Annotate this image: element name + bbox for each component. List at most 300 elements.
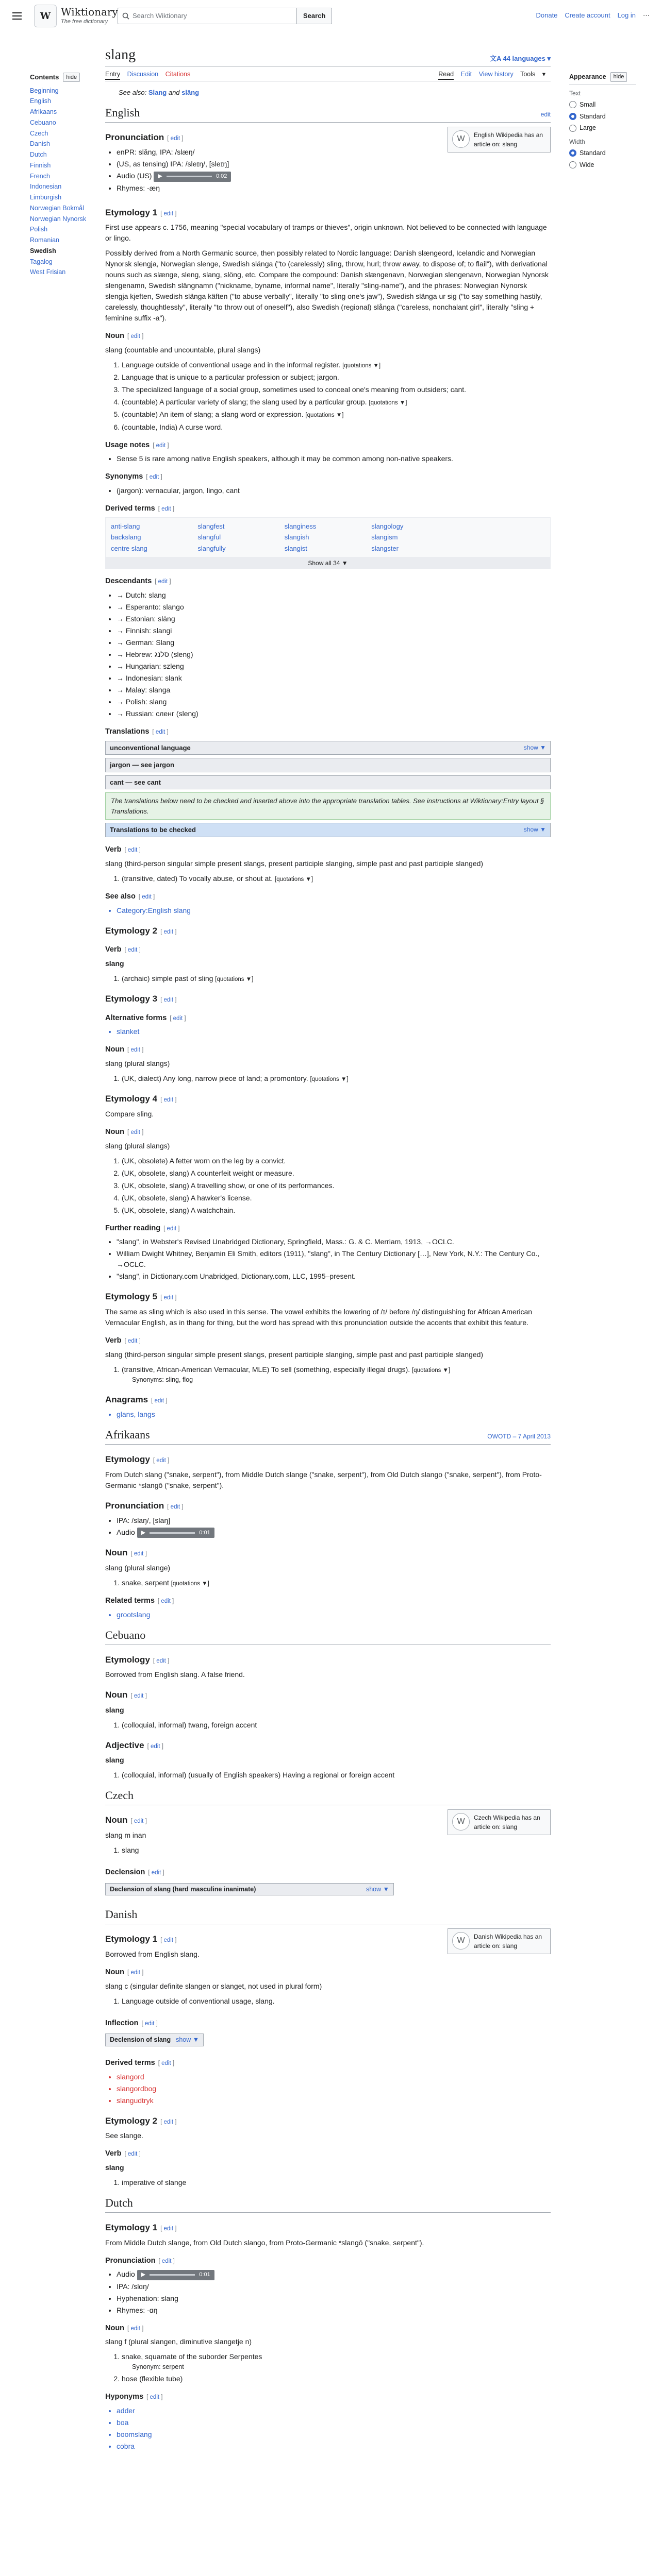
afrikaans-heading: Afrikaans — [105, 1428, 150, 1442]
translation-gloss: cant — see cant — [110, 778, 161, 786]
edit-link[interactable]: edit — [161, 1598, 171, 1605]
sense-list — [105, 1996, 551, 2007]
edit-link[interactable]: edit — [130, 1969, 140, 1976]
toc-item-polish[interactable]: Polish — [30, 226, 48, 233]
see-also-link[interactable]: Slang — [148, 89, 167, 97]
edit-link[interactable]: edit — [142, 893, 152, 900]
wikipedia-box-text[interactable]: Czech Wikipedia has an article on: slang — [474, 1814, 540, 1831]
quotations-toggle[interactable]: [quotations ▼] — [310, 1076, 349, 1083]
derived-terms-table — [105, 517, 551, 558]
edit-link[interactable]: edit — [130, 1129, 140, 1136]
wikipedia-box-text[interactable]: Danish Wikipedia has an article on: slang — [474, 1933, 542, 1950]
wikipedia-box — [448, 127, 551, 152]
radio-selected-icon — [569, 149, 576, 157]
edit-link[interactable]: edit — [130, 333, 140, 340]
etymology-text: From Middle Dutch slange, from Old Dutch slango, from Proto-Germanic *slangō ("snake, serpent"). — [105, 2238, 424, 2247]
table-of-contents — [30, 72, 92, 278]
sense-list — [105, 1845, 551, 1856]
headword-line: slang (countable and uncountable, plural slangs) — [105, 345, 261, 354]
translation-gloss: jargon — see jargon — [110, 761, 174, 769]
anagrams-list — [105, 1409, 551, 1420]
text-size-small[interactable] — [569, 100, 636, 110]
danish-heading: Danish — [105, 1908, 138, 1921]
section-cebuano — [105, 1626, 551, 1645]
appearance-title: Appearance — [569, 73, 606, 80]
inflection-table-toggle[interactable] — [105, 2033, 204, 2046]
languages-button[interactable] — [490, 54, 551, 64]
edit-link[interactable]: edit — [144, 2020, 155, 2027]
english-edit[interactable]: edit — [540, 110, 551, 118]
sense-list — [105, 873, 551, 884]
synonyms-heading: Synonyms [ edit ] — [105, 472, 162, 481]
descendants-list — [105, 590, 551, 719]
quotations-toggle[interactable]: [quotations ▼] — [412, 1367, 451, 1374]
title-row — [105, 46, 551, 66]
derived-term[interactable]: backslang — [111, 533, 141, 541]
radio-label: Standard — [580, 112, 606, 120]
etymology-text: First use appears c. 1756, meaning "special vocabulary of tramps or thieves", origin unknown. Not believed to be connected with language or lingo. — [105, 223, 547, 243]
headword-line: slang m inan — [105, 1831, 146, 1839]
etymology-text: Borrowed from English slang. A false friend. — [105, 1670, 245, 1679]
tab-view-history[interactable]: View history — [478, 70, 514, 78]
sense-item: 2. Language that is unique to a particular profession or subject; jargon. — [122, 372, 551, 383]
etymology-text: From Dutch slang ("snake, serpent"), from Middle Dutch slange ("snake, serpent"), from Old Dutch slango ("snake, serpent"), from Proto-Germanic *slangō ("snake, serpent"). — [105, 1470, 542, 1489]
etymology-text: Possibly derived from a North Germanic source, then possibly related to Nordic language: Danish slængeord, Icelandic and Norwegian Nynorsk slengja, Norwegian slenge, Swedish slänga ("to (carelessly) sling, throw, hurl; throw away, to dispose of; to flail"), with derivational nouns such as slænge, sleng, slang, slöng, etc. Compare the compound: Danish slængenavn, Norwegian slengenavn, Norwegian Nynorsk slengenamn, Swedish slängnamn ("nickname, byname, informal name", literally "sling-name"), and the phrases: Norwegian Nynorsk slengja kjeften, Swedish slänga käften ("to abuse verbally", literally "to sling one's jaw"), Swedish slänga ur sig ("to say something hastily, carelessly, thoughtlessly", literally "to throw out of oneself"), also Swedish (regional) slånga ("careless, nonchalant girl", literally "sling + feminine suffix -a"). — [105, 249, 549, 323]
toc-item-english[interactable]: English — [30, 97, 51, 105]
sense-item: 1. snake, serpent [quotations ▼] — [122, 1578, 551, 1588]
etymology-heading: Etymology [ edit ] — [105, 1454, 170, 1465]
appearance-hide-button[interactable]: hide — [610, 72, 627, 82]
sense-item: 1. slang — [122, 1845, 551, 1856]
sense-item: 4. (countable) A particular variety of slang; the slang used by a particular group. [quotations ▼] — [122, 397, 551, 408]
translate-icon: 文A — [489, 55, 503, 63]
edit-link[interactable]: edit — [134, 1693, 144, 1700]
edit-link[interactable]: edit — [163, 2119, 174, 2125]
audio-line: • Audio ▶ 0:01 — [117, 2269, 551, 2280]
tab-edit[interactable]: Edit — [460, 70, 472, 78]
sense-item: 5. (countable) An item of slang; a slang word or expression. [quotations ▼] — [122, 409, 551, 420]
reference-item: • "slang", in Dictionary.com Unabridged, Dictionary.com, LLC, 1995–present. — [117, 1271, 551, 1282]
edit-link[interactable]: edit — [134, 1551, 144, 1557]
width-wide[interactable] — [569, 160, 636, 170]
anagrams-heading: Anagrams [ edit ] — [105, 1394, 168, 1404]
donate-link[interactable]: Donate — [536, 11, 558, 19]
show-all-derived-button[interactable]: Show all 34 ▼ — [105, 557, 551, 569]
edit-link[interactable]: edit — [127, 2151, 138, 2158]
etymology-1-heading: Etymology 1 [ edit ] — [105, 207, 177, 217]
wikipedia-icon: W — [452, 1932, 470, 1950]
audio-line: • Audio ▶ 0:01 — [117, 1527, 551, 1538]
see-also-link[interactable]: släng — [181, 89, 200, 97]
wikipedia-box — [448, 1809, 551, 1835]
wikipedia-box — [448, 1928, 551, 1954]
sense-item: 1. (transitive, African-American Vernacular, MLE) To sell (something, especially illegal drugs). [quotations ▼] Synonyms: sling, flog — [122, 1364, 551, 1385]
hyponyms-list — [105, 2405, 551, 2452]
audio-player[interactable]: ▶ 0:01 — [137, 2270, 214, 2280]
sense-item: 6. (countable, India) A curse word. — [122, 422, 551, 433]
sense-item: 1. (transitive, dated) To vocally abuse, or shout at. [quotations ▼] — [122, 873, 551, 884]
noun-heading: Noun [ edit ] — [105, 1815, 147, 1825]
descendant-item: • → Indonesian: slank — [117, 673, 551, 684]
width-standard[interactable] — [569, 148, 636, 158]
edit-link[interactable]: edit — [156, 1657, 166, 1664]
translation-check-note: The translations below need to be checked and inserted above into the appropriate translation tables. See instructions at Wiktionary:Entry layout § Translations. — [105, 792, 551, 820]
descendant-item: • → Russian: сленг (sleng) — [117, 708, 551, 719]
derived-term[interactable]: slangology — [371, 522, 404, 530]
sense-item: 1. Language outside of conventional usage, slang. — [122, 1996, 551, 2007]
edit-link[interactable]: edit — [150, 2394, 160, 2401]
derived-term[interactable]: centre slang — [111, 544, 147, 552]
noun-heading: Noun [ edit ] — [105, 1045, 144, 1054]
headword-line: slang (third-person singular simple present slangs, present participle slanging, simple past and past participle slanged) — [105, 1350, 484, 1359]
descendant-item: • → Esperanto: slango — [117, 602, 551, 613]
toc-item-tagalog[interactable]: Tagalog — [30, 258, 53, 265]
tab-read[interactable]: Read — [438, 71, 454, 80]
sense-list — [105, 1156, 551, 1216]
sense-item: 5. (UK, obsolete, slang) A watchchain. — [122, 1205, 551, 1216]
toc-item-cebuano[interactable]: Cebuano — [30, 118, 56, 126]
verb-heading: Verb [ edit ] — [105, 845, 141, 854]
descendant-item: • → Estonian: släng — [117, 614, 551, 624]
languages-label: 44 languages — [503, 55, 545, 63]
main-content — [105, 46, 551, 2456]
hyponyms-heading: Hyponyms [ edit ] — [105, 2393, 163, 2401]
noun-heading: Noun [ edit ] — [105, 1127, 144, 1136]
text-size-label: Text — [569, 89, 581, 97]
see-also-link[interactable]: • Category:English slang — [117, 905, 551, 916]
radio-label: Small — [580, 100, 596, 108]
edit-link[interactable]: edit — [161, 2060, 171, 2067]
english-heading: English — [105, 106, 140, 119]
edit-link[interactable]: edit — [149, 474, 159, 481]
related-terms-heading: Related terms [ edit ] — [105, 1597, 174, 1605]
quotations-toggle[interactable]: [quotations ▼] — [369, 400, 407, 406]
toc-item-limburgish[interactable]: Limburgish — [30, 194, 62, 201]
reference-item: • William Dwight Whitney, Benjamin Eli Smith, editors (1911), "slang", in The Century Dictionary […], New York, N.Y.: The Century Co., →OCLC. — [117, 1248, 551, 1270]
edit-link[interactable]: edit — [167, 1225, 177, 1232]
toc-item-finnish[interactable]: Finnish — [30, 161, 51, 169]
translations-heading: Translations [ edit ] — [105, 727, 169, 736]
noun-heading: Noun [ edit ] — [105, 1548, 147, 1558]
derived-term[interactable]: • slangord — [117, 2072, 551, 2082]
edit-link[interactable]: edit — [163, 1937, 174, 1944]
wiktionary-logo[interactable]: W — [34, 5, 57, 27]
derived-term[interactable]: anti-slang — [111, 522, 140, 530]
sense-item: 1. (UK, obsolete) A fetter worn on the leg by a convict. — [122, 1156, 551, 1166]
edit-link[interactable]: edit — [161, 506, 171, 513]
edit-link[interactable]: edit — [161, 2258, 172, 2264]
dutch-heading: Dutch — [105, 2196, 133, 2210]
show-button[interactable]: show ▼ — [523, 826, 546, 834]
etymology-1-heading: Etymology 1 [ edit ] — [105, 2223, 177, 2233]
edit-link[interactable]: edit — [150, 1743, 160, 1750]
derived-term[interactable]: slangster — [371, 544, 399, 552]
etymology-3-heading: Etymology 3 [ edit ] — [105, 994, 177, 1004]
quotations-toggle[interactable]: [quotations ▼] — [215, 976, 254, 982]
toc-item-norwegian-nynorsk[interactable]: Norwegian Nynorsk — [30, 215, 87, 223]
alternative-form-link[interactable]: • slanket — [117, 1026, 551, 1037]
translations-check-label: Translations to be checked — [110, 826, 196, 834]
edit-link[interactable]: edit — [163, 210, 174, 217]
sense-item: 1. (colloquial, informal) twang, foreign accent — [122, 1720, 551, 1731]
sense-list — [105, 2351, 551, 2384]
translation-gloss: unconventional language — [110, 743, 191, 752]
noun-heading: Noun [ edit ] — [105, 1690, 147, 1700]
derived-term[interactable]: slangism — [371, 533, 398, 541]
etymology-2-heading: Etymology 2 [ edit ] — [105, 2115, 177, 2126]
further-reading-heading: Further reading [ edit ] — [105, 1224, 180, 1232]
headword-line: slang (plural slangs) — [105, 1059, 170, 1068]
edit-link[interactable]: edit — [170, 1503, 180, 1510]
etymology-text: Borrowed from English slang. — [105, 1950, 200, 1958]
radio-icon — [569, 161, 576, 168]
alternative-forms-heading: Alternative forms [ edit ] — [105, 1013, 186, 1022]
text-size-large[interactable] — [569, 123, 636, 133]
login-link[interactable]: Log in — [617, 11, 636, 19]
translation-table[interactable] — [105, 741, 551, 755]
pronunciation-heading: Pronunciation [ edit ] — [105, 1500, 184, 1511]
more-options-icon[interactable]: ⋯ — [643, 11, 650, 19]
show-button[interactable]: show ▼ — [176, 2036, 200, 2044]
show-button[interactable]: show ▼ — [523, 743, 546, 751]
edit-link[interactable]: edit — [130, 1047, 140, 1054]
edit-link[interactable]: edit — [127, 846, 138, 853]
etymology-4-heading: Etymology 4 [ edit ] — [105, 1094, 177, 1104]
edit-link[interactable]: edit — [158, 579, 168, 585]
pronunciation-heading: Pronunciation [ edit ] — [105, 2256, 175, 2265]
show-button[interactable]: show ▼ — [366, 1885, 389, 1893]
wikipedia-box-text[interactable]: English Wikipedia has an article on: slang — [474, 131, 543, 148]
tab-discussion[interactable]: Discussion — [127, 70, 159, 78]
edit-link[interactable]: edit — [163, 2226, 174, 2232]
edit-link[interactable]: edit — [156, 1458, 166, 1464]
edit-link[interactable]: edit — [155, 729, 166, 736]
text-size-standard[interactable] — [569, 112, 636, 122]
sense-item: 2. hose (flexible tube) — [122, 2374, 551, 2384]
toc-item-czech[interactable]: Czech — [30, 129, 48, 137]
ipa-line: • IPA: /slɑŋ/ — [117, 2281, 551, 2292]
headword-line: slang f (plural slangen, diminutive slangetje n) — [105, 2337, 252, 2346]
edit-link[interactable]: edit — [163, 997, 174, 1004]
etymology-text: The same as sling which is also used in this sense. The vowel exhibits the lowering of /ɪ/ before /ŋ/ distinguishing for African American Vernacular English, as in thang for thing, but the word has spread with this pronunciation outside the accents that exhibit this feature. — [105, 1307, 533, 1327]
edit-link[interactable]: edit — [170, 135, 180, 142]
inflection-heading: Inflection [ edit ] — [105, 2019, 158, 2027]
derived-term[interactable]: • slangudtryk — [117, 2095, 551, 2106]
section-czech — [105, 1787, 551, 1805]
quotations-toggle[interactable]: [quotations ▼] — [342, 362, 381, 369]
derived-terms-heading: Derived terms [ edit ] — [105, 504, 175, 513]
quotations-toggle[interactable]: [quotations ▼] — [171, 1580, 209, 1587]
top-bar — [0, 0, 662, 32]
radio-label: Wide — [580, 161, 594, 168]
hyponym-link[interactable]: • adder — [117, 2405, 551, 2416]
synonym-line: • (jargon): vernacular, jargon, lingo, cant — [117, 485, 551, 496]
appearance-panel — [569, 72, 636, 172]
rhymes-line[interactable]: • Rhymes: -ɑŋ — [117, 2305, 551, 2316]
user-links — [536, 10, 650, 21]
usage-notes — [105, 453, 551, 464]
toc-item-west-frisian[interactable]: West Frisian — [30, 268, 66, 276]
edit-link[interactable]: edit — [127, 1337, 138, 1344]
toc-item-indonesian[interactable]: Indonesian — [30, 183, 62, 191]
verb-heading: Verb [ edit ] — [105, 945, 141, 954]
toc-item-swedish[interactable]: Swedish — [30, 247, 56, 255]
derived-term[interactable]: slangfully — [197, 544, 226, 552]
create-account-link[interactable]: Create account — [565, 11, 610, 19]
usage-notes-heading: Usage notes [ edit ] — [105, 440, 169, 449]
play-icon: ▶ — [158, 173, 162, 180]
wikipedia-icon: W — [452, 1813, 470, 1831]
derived-term[interactable]: slangful — [197, 533, 221, 541]
toc-item-norwegian-bokmal[interactable]: Norwegian Bokmål — [30, 204, 84, 212]
search-icon — [122, 12, 129, 20]
derived-term[interactable]: slangish — [284, 533, 309, 541]
tab-entry[interactable]: Entry — [105, 71, 120, 80]
play-icon: ▶ — [141, 1530, 146, 1536]
edit-link[interactable]: edit — [130, 2325, 140, 2332]
declension-table-toggle[interactable] — [105, 1883, 394, 1896]
etymology-heading: Etymology [ edit ] — [105, 1654, 170, 1665]
site-tagline: The free dictionary — [61, 18, 108, 25]
pronunciation-list — [105, 147, 551, 193]
sense-item: 1. snake, squamate of the suborder Serpentes Synonym: serpent — [122, 2351, 551, 2372]
descendants-heading: Descendants [ edit ] — [105, 577, 171, 586]
search-button[interactable]: Search — [297, 8, 332, 24]
sense-item: 4. (UK, obsolete, slang) A hawker's license. — [122, 1193, 551, 1204]
toc-item-afrikaans[interactable]: Afrikaans — [30, 108, 57, 115]
sense-list — [105, 2177, 551, 2188]
inflection-label: Declension of slang — [110, 2036, 171, 2044]
hyponym-link[interactable]: • boa — [117, 2417, 551, 2428]
toc-item-beginning[interactable]: Beginning — [30, 87, 59, 94]
section-english — [105, 104, 551, 123]
rhymes-line[interactable]: • Rhymes: -æŋ — [117, 183, 551, 194]
derived-term[interactable]: slanginess — [284, 522, 317, 530]
radio-icon — [569, 125, 576, 132]
toc-list — [30, 86, 92, 278]
etymology-1-heading: Etymology 1 [ edit ] — [105, 1934, 177, 1944]
search-input[interactable] — [118, 8, 297, 24]
translation-table[interactable] — [105, 758, 551, 772]
edit-link[interactable]: edit — [154, 1397, 164, 1404]
audio-player[interactable]: ▶ 0:02 — [154, 172, 231, 182]
headword-line: slang — [105, 1756, 124, 1765]
ipa-line: • enPR: slăng, IPA: /slæŋ/ — [117, 147, 551, 158]
tab-citations[interactable]: Citations — [165, 70, 191, 78]
sense-list — [105, 1770, 551, 1781]
toc-item-danish[interactable]: Danish — [30, 140, 50, 148]
sense-list — [105, 360, 551, 433]
site-branding[interactable] — [61, 6, 118, 26]
edit-link[interactable]: edit — [163, 1097, 174, 1104]
see-also-hatnote: See also: Slang and släng — [119, 89, 200, 97]
page-tabs — [105, 66, 551, 82]
see-also-heading: See also [ edit ] — [105, 892, 155, 901]
radio-label: Standard — [580, 149, 606, 157]
edit-link[interactable]: edit — [173, 1015, 183, 1022]
edit-link[interactable]: edit — [163, 1295, 174, 1301]
edit-link[interactable]: edit — [151, 1869, 161, 1876]
page-title: slang — [105, 47, 136, 63]
see-also-prefix: See also: — [119, 89, 147, 97]
adjective-heading: Adjective [ edit ] — [105, 1740, 163, 1750]
word-of-the-day-note[interactable]: OWOTD – 7 April 2013 — [487, 1433, 551, 1440]
tab-tools[interactable]: Tools ▾ — [520, 70, 545, 78]
derived-terms-list — [105, 2072, 551, 2106]
tools-label: Tools — [520, 70, 536, 78]
cebuano-heading: Cebuano — [105, 1628, 146, 1641]
appearance-header — [569, 72, 636, 84]
ipa-line: • IPA: /slaŋ/, [slaŋ] — [117, 1515, 551, 1526]
toc-hide-button[interactable]: hide — [63, 73, 80, 82]
related-terms-list — [105, 1609, 551, 1620]
sense-list — [105, 1364, 551, 1385]
anagram-link[interactable]: • glans, langs — [117, 1409, 551, 1420]
noun-heading: Noun [ edit ] — [105, 1968, 144, 1976]
translation-table[interactable] — [105, 775, 551, 790]
menu-icon[interactable] — [12, 9, 27, 23]
descendant-item: • → Malay: slanga — [117, 685, 551, 696]
sense-item: 3. (UK, obsolete, slang) A travelling show, or one of its performances. — [122, 1180, 551, 1191]
toc-item-french[interactable]: French — [30, 172, 50, 180]
headword-line: slang (plural slangs) — [105, 1141, 170, 1150]
edit-link[interactable]: edit — [134, 1818, 144, 1825]
quotations-toggle[interactable]: [quotations ▼] — [305, 412, 344, 419]
descendant-item: • → Hungarian: szleng — [117, 661, 551, 672]
sense-list — [105, 1720, 551, 1731]
audio-player[interactable]: ▶ 0:01 — [137, 1528, 214, 1538]
sense-item: 1. (UK, dialect) Any long, narrow piece of land; a promontory. [quotations ▼] — [122, 1073, 551, 1084]
usage-note: • Sense 5 is rare among native English speakers, although it may be common among non-native speakers. — [117, 453, 551, 464]
sense-item: 1. (colloquial, informal) (usually of English speakers) Having a regional or foreign accent — [122, 1770, 551, 1781]
noun-heading: Noun [ edit ] — [105, 2324, 144, 2332]
edit-link[interactable]: edit — [127, 947, 138, 954]
sense-item: 1. Language outside of conventional usage and in the informal register. [quotations ▼] — [122, 360, 551, 370]
derived-term[interactable]: • slangordbog — [117, 2083, 551, 2094]
sense-item: 1. (archaic) simple past of sling [quotations ▼] — [122, 973, 551, 984]
edit-link[interactable]: edit — [163, 928, 174, 935]
synonyms-line: Synonyms: sling, flog — [132, 1376, 193, 1383]
noun-heading: Noun [ edit ] — [105, 332, 144, 341]
derived-terms-heading: Derived terms [ edit ] — [105, 2059, 175, 2067]
derived-term[interactable]: slangfest — [197, 522, 225, 530]
synonyms-line: Synonym: serpent — [132, 2363, 184, 2371]
site-name: Wiktionary — [61, 5, 118, 18]
pronunciation-list — [105, 2269, 551, 2315]
related-term-link[interactable]: • grootslang — [117, 1609, 551, 1620]
czech-heading: Czech — [105, 1789, 134, 1802]
hyponym-link[interactable]: • boomslang — [117, 2429, 551, 2440]
reference-item: • "slang", in Webster's Revised Unabridged Dictionary, Springfield, Mass.: G. & C. Merriam, 1913, →OCLC. — [117, 1236, 551, 1247]
headword-line: slang (third-person singular simple present slangs, present participle slanging, simple past and past participle slanged) — [105, 859, 484, 868]
descendant-item: • → Hebrew: סלנג (sleng) — [117, 649, 551, 660]
toc-title: Contents — [30, 73, 59, 81]
toc-item-romanian[interactable]: Romanian — [30, 236, 59, 244]
verb-heading: Verb [ edit ] — [105, 1336, 141, 1345]
sense-list — [105, 1073, 551, 1084]
descendant-item: • → Finnish: slangi — [117, 625, 551, 636]
quotations-toggle[interactable]: [quotations ▼] — [275, 876, 313, 883]
headword-line: slang — [105, 1705, 124, 1714]
pronunciation-list — [105, 1515, 551, 1538]
edit-link[interactable]: edit — [156, 442, 166, 449]
toc-item-dutch[interactable]: Dutch — [30, 151, 47, 158]
hyponym-link[interactable]: • cobra — [117, 2441, 551, 2452]
derived-term[interactable]: slangist — [284, 544, 307, 552]
declension-heading: Declension [ edit ] — [105, 1868, 164, 1876]
play-icon: ▶ — [141, 2272, 146, 2278]
translations-to-check[interactable] — [105, 823, 551, 837]
